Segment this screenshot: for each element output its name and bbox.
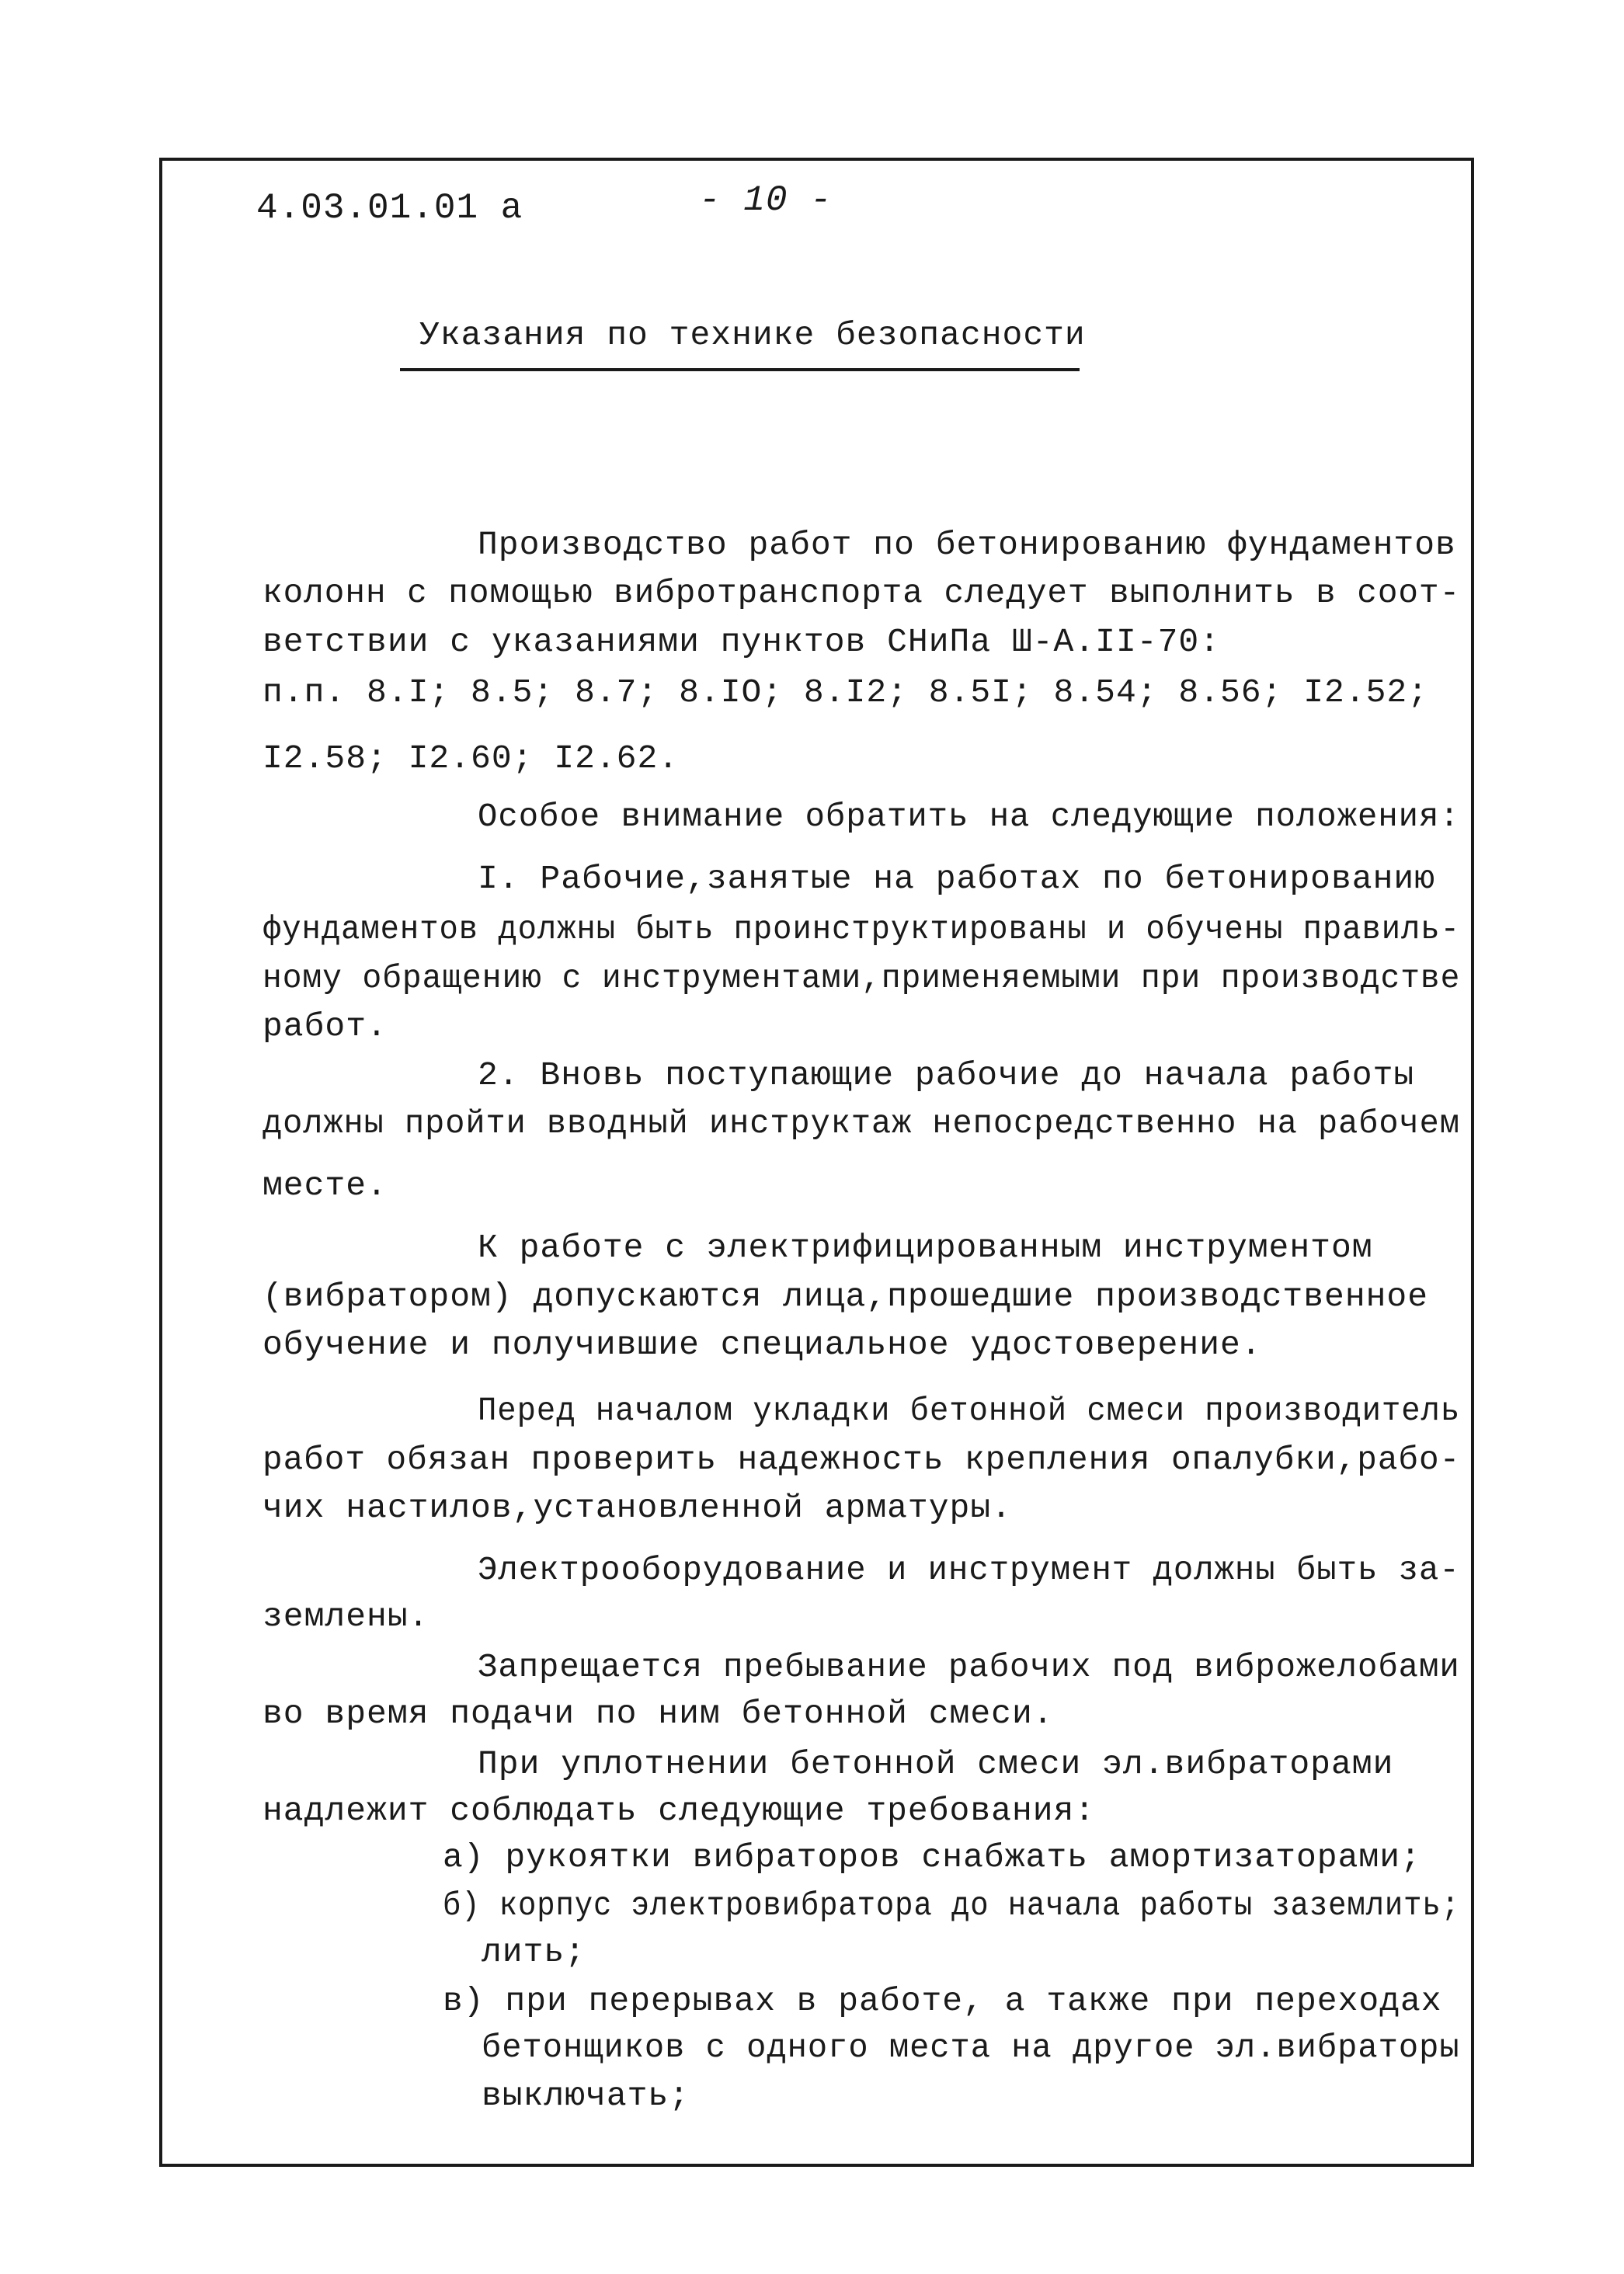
text-line: работ обязан проверить надежность крепления опалубки,рабо- — [263, 1441, 1461, 1479]
requirement-c: в) при перерывах в работе, а также при переходах — [443, 1982, 1442, 2020]
section-heading: Указания по технике безопасности — [419, 316, 1086, 354]
page-number: - 10 - — [699, 180, 833, 221]
text-line: колонн с помощью вибротранспорта следует выполнить в соот- — [263, 574, 1461, 612]
text-line: Особое внимание обратить на следующие положения: — [478, 798, 1460, 836]
text-line: должны пройти вводный инструктаж непосредственно на рабочем — [263, 1104, 1460, 1142]
text-line: надлежит соблюдать следующие требования: — [263, 1792, 1096, 1830]
text-line: ному обращению с инструментами,применяемыми при производстве — [263, 959, 1461, 997]
text-line: фундаментов должны быть проинструктированы и обучены правиль- — [263, 910, 1460, 948]
heading-underline — [400, 368, 1080, 371]
text-line: Электрооборудование и инструмент должны быть за- — [478, 1551, 1460, 1589]
text-line: во время подачи по ним бетонной смеси. — [263, 1695, 1054, 1733]
text-line: I2.58; I2.60; I2.62. — [263, 739, 680, 777]
text-line: п.п. 8.I; 8.5; 8.7; 8.IO; 8.I2; 8.5I; 8.54; 8.56; I2.52; — [263, 673, 1429, 711]
text-line: (вибратором) допускаются лица,прошедшие производственное — [263, 1278, 1429, 1316]
list-item-1: I. Рабочие,занятые на работах по бетонированию — [478, 860, 1435, 898]
requirement-b: б) корпус электровибратора до начала работы заземлить; — [443, 1886, 1460, 1925]
text-line: бетонщиков с одного места на другое эл.вибраторы — [482, 2029, 1460, 2067]
text-line: К работе с электрифицированным инструментом — [478, 1229, 1373, 1267]
text-line: землены. — [263, 1598, 429, 1636]
text-line: месте. — [263, 1167, 388, 1205]
requirement-a: а) рукоятки вибраторов снабжать амортизаторами; — [443, 1838, 1421, 1876]
text-line: выключать; — [482, 2077, 690, 2115]
text-line: чих настилов,установленной арматуры. — [263, 1489, 1012, 1527]
text-line: При уплотнении бетонной смеси эл.вибраторами — [478, 1745, 1394, 1783]
text-line: Запрещается пребывание рабочих под виброжелобами — [478, 1648, 1460, 1686]
text-line: лить; — [482, 1933, 586, 1971]
text-line: ветствии с указаниями пунктов СНиПа Ш-А.II-70: — [263, 623, 1220, 661]
text-line: обучение и получившие специальное удостоверение. — [263, 1326, 1262, 1364]
list-item-2: 2. Вновь поступающие рабочие до начала работы — [478, 1056, 1415, 1094]
document-code: 4.03.01.01 а — [256, 188, 523, 228]
text-line: работ. — [263, 1007, 388, 1045]
text-line: Производство работ по бетонированию фундаментов — [478, 526, 1456, 564]
text-line: Перед началом укладки бетонной смеси производитель — [478, 1392, 1461, 1430]
